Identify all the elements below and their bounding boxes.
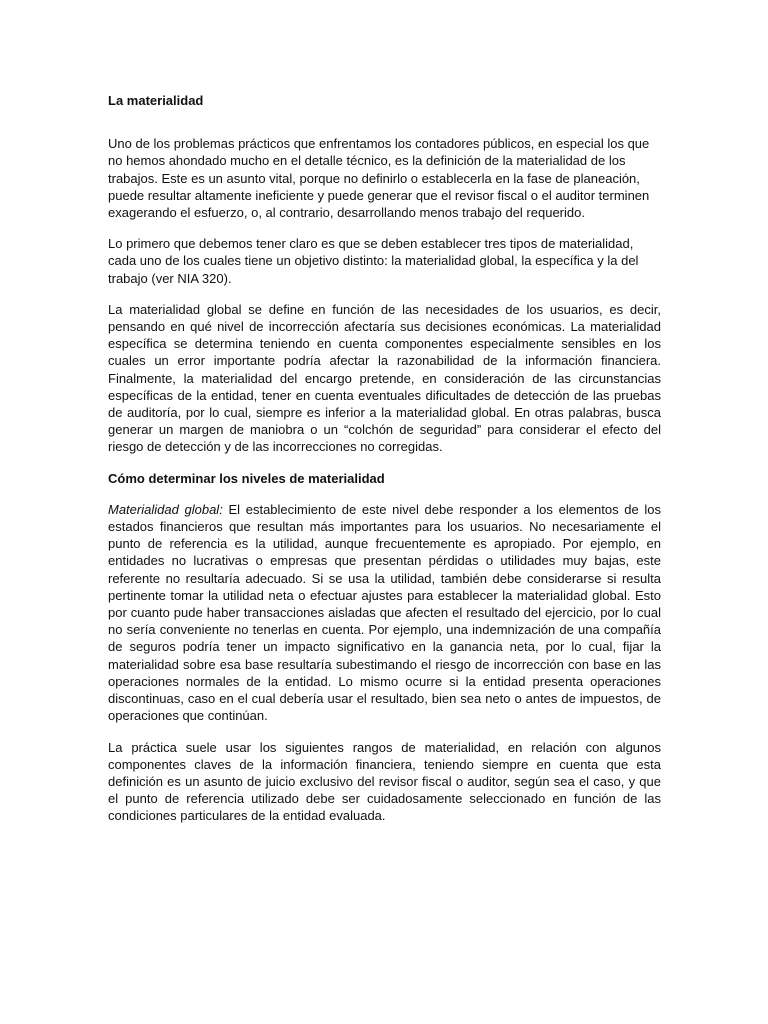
paragraph-definitions: La materialidad global se define en función de las necesidades de los usuarios, es decir, pensando en qué nivel de incorrección afectaría sus decisiones económicas. La materialidad específica se determina teniendo en cuenta componentes especialmente sensibles en los cuales un error importante podría afectar la razonabilidad de la información financiera. Finalmente, la materialidad del encargo pretende, en consideración de las circunstancias específicas de la entidad, tener en cuenta eventuales dificultades de detección de las pruebas de auditoría, por lo cual, siempre es inferior a la materialidad global. En otras palabras, busca generar un margen de maniobra o un “colchón de seguridad” para considerar el efecto del riesgo de detección y de las incorrecciones no corregidas. <box>108 301 661 455</box>
section-heading: Cómo determinar los niveles de materialidad <box>108 470 385 486</box>
document-page <box>108 92 661 839</box>
global-label: Materialidad global: <box>108 501 223 517</box>
global-text: El establecimiento de este nivel debe responder a los elementos de los estados financieros que resultan más importantes para los usuarios. No necesariamente el punto de referencia es la utilidad, aunque frecuentemente es apropiado. Por ejemplo, en entidades no lucrativas o empresas que presentan pérdidas o utilidades muy bajas, este referente no resultaría adecuado. Si se usa la utilidad, también debe considerarse si resulta pertinente tomar la utilidad neta o efectuar ajustes para establecer la materialidad global. Esto por cuanto pude haber transacciones aisladas que afecten el resultado del ejercicio, por lo cual no sería conveniente no tenerlas en cuenta. Por ejemplo, una indemnización de una compañía de seguros podría tener un impacto significativo en la ganancia neta, por lo cual, fijar la materialidad sobre esa base resultaría subestimando el riesgo de incorrección con base en las operaciones normales de la entidad. Lo mismo ocurre si la entidad presenta operaciones discontinuas, caso en el cual debería usar el resultado, bien sea neto o antes de impuestos, de operaciones que continúan. <box>108 501 662 724</box>
paragraph-intro: Uno de los problemas prácticos que enfrentamos los contadores públicos, en especial los que no hemos ahondado mucho en el detalle técnico, es la definición de la materialidad de los trabajos. Este es un asunto vital, porque no definirlo o establecerla en la fase de planeación, puede resultar altamente ineficiente y puede generar que el revisor fiscal o el auditor terminen exagerando el esfuerzo, o, al contrario, desarrollando menos trabajo del requerido. <box>108 136 650 221</box>
document-title: La materialidad <box>108 93 204 108</box>
paragraph-types: Lo primero que debemos tener claro es que se deben establecer tres tipos de materialidad, cada uno de los cuales tiene un objetivo distinto: la materialidad global, la específica y la del trabajo (ver NIA 320). <box>108 236 639 286</box>
paragraph-global <box>108 501 661 725</box>
paragraph-ranges: La práctica suele usar los siguientes rangos de materialidad, en relación con algunos componentes claves de la información financiera, teniendo siempre en cuenta que esta definición es un asunto de juicio exclusivo del revisor fiscal o auditor, según sea el caso, y que el punto de referencia utilizado debe ser cuidadosamente seleccionado en función de las condiciones particulares de la entidad evaluada. <box>108 739 661 824</box>
